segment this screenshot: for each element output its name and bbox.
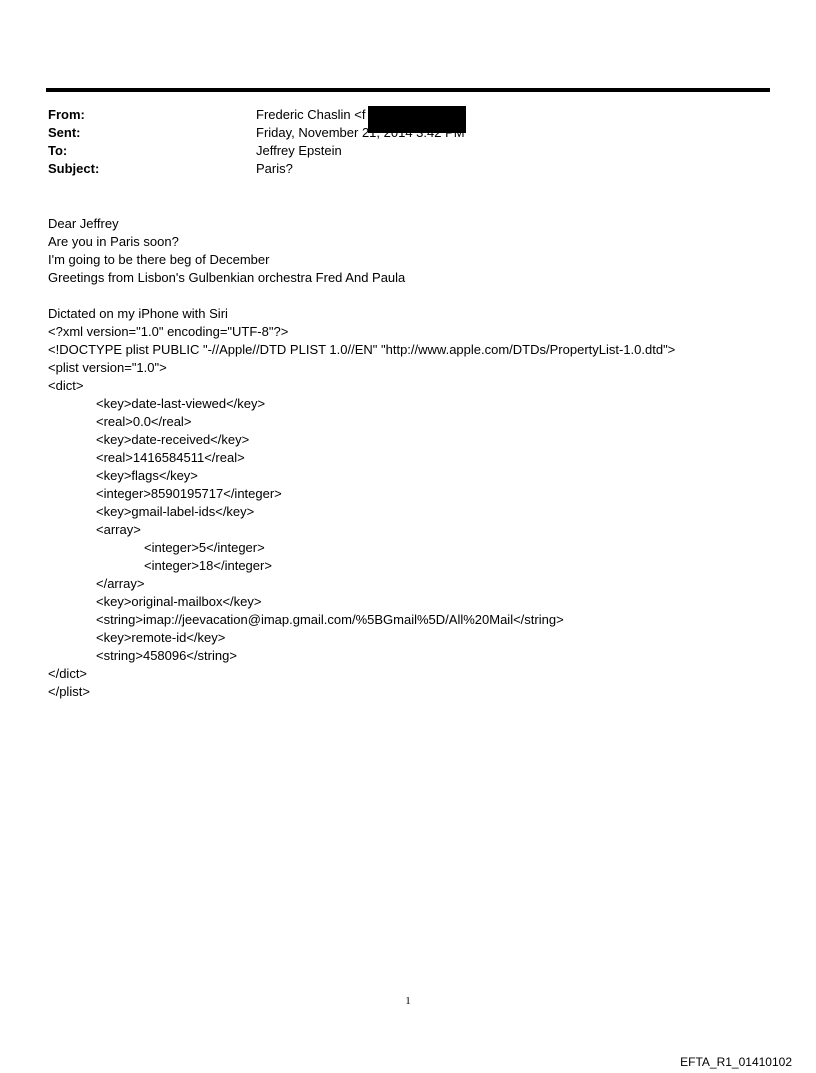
plist-entry: <key>original-mailbox</key> [96,594,262,609]
from-sender: Frederic Chaslin <f [256,107,366,122]
plist-entry: <key>date-last-viewed</key> [96,396,266,411]
page-number: 1 [405,995,411,1007]
plist-xml-declaration: <?xml version="1.0" encoding="UTF-8"?> [48,324,289,339]
plist-entry: <real>0.0</real> [96,414,192,429]
header-divider-rule [46,88,770,92]
from-row [48,106,768,124]
plist-entry: <real>1416584511</real> [96,450,245,465]
message-line: Dear Jeffrey [48,216,119,231]
paragraph-spacer [48,287,788,305]
sent-label: Sent: [48,125,81,140]
plist-entry: <key>remote-id</key> [96,630,226,645]
to-value: Jeffrey Epstein [256,143,342,158]
plist-close-tag: </plist> [48,684,90,699]
plist-entry: <array> [96,522,141,537]
sent-row [48,124,768,142]
plist-open-tag: <plist version="1.0"> [48,360,167,375]
subject-label: Subject: [48,161,100,176]
email-body [48,215,788,701]
plist-array-entry: <integer>18</integer> [144,558,272,573]
subject-row [48,160,768,178]
dict-open-tag: <dict> [48,378,84,393]
plist-entry: <key>flags</key> [96,468,198,483]
to-label: To: [48,143,68,158]
email-header [48,106,768,178]
from-label: From: [48,107,85,122]
subject-value: Paris? [256,161,293,176]
message-line: Greetings from Lisbon's Gulbenkian orchestra Fred And Paula [48,270,406,285]
plist-entry: <string>imap://jeevacation@imap.gmail.com/%5BGmail%5D/All%20Mail</string> [96,612,564,627]
from-value [256,106,768,124]
to-row [48,142,768,160]
message-line: I'm going to be there beg of December [48,252,270,267]
plist-entry: <key>gmail-label-ids</key> [96,504,255,519]
plist-entry: </array> [96,576,145,591]
message-line: Are you in Paris soon? [48,234,179,249]
plist-entry: <integer>8590195717</integer> [96,486,282,501]
dict-close-tag: </dict> [48,666,88,681]
signature-line: Dictated on my iPhone with Siri [48,306,228,321]
sent-value: Friday, November 21, 2014 3:42 PM [256,125,465,140]
document-id: EFTA_R1_01410102 [680,1055,792,1069]
plist-entry: <string>458096</string> [96,648,237,663]
plist-array-entry: <integer>5</integer> [144,540,265,555]
plist-entry: <key>date-received</key> [96,432,250,447]
plist-doctype: <!DOCTYPE plist PUBLIC "-//Apple//DTD PLIST 1.0//EN" "http://www.apple.com/DTDs/PropertyList-1.0.dtd"> [48,342,676,357]
